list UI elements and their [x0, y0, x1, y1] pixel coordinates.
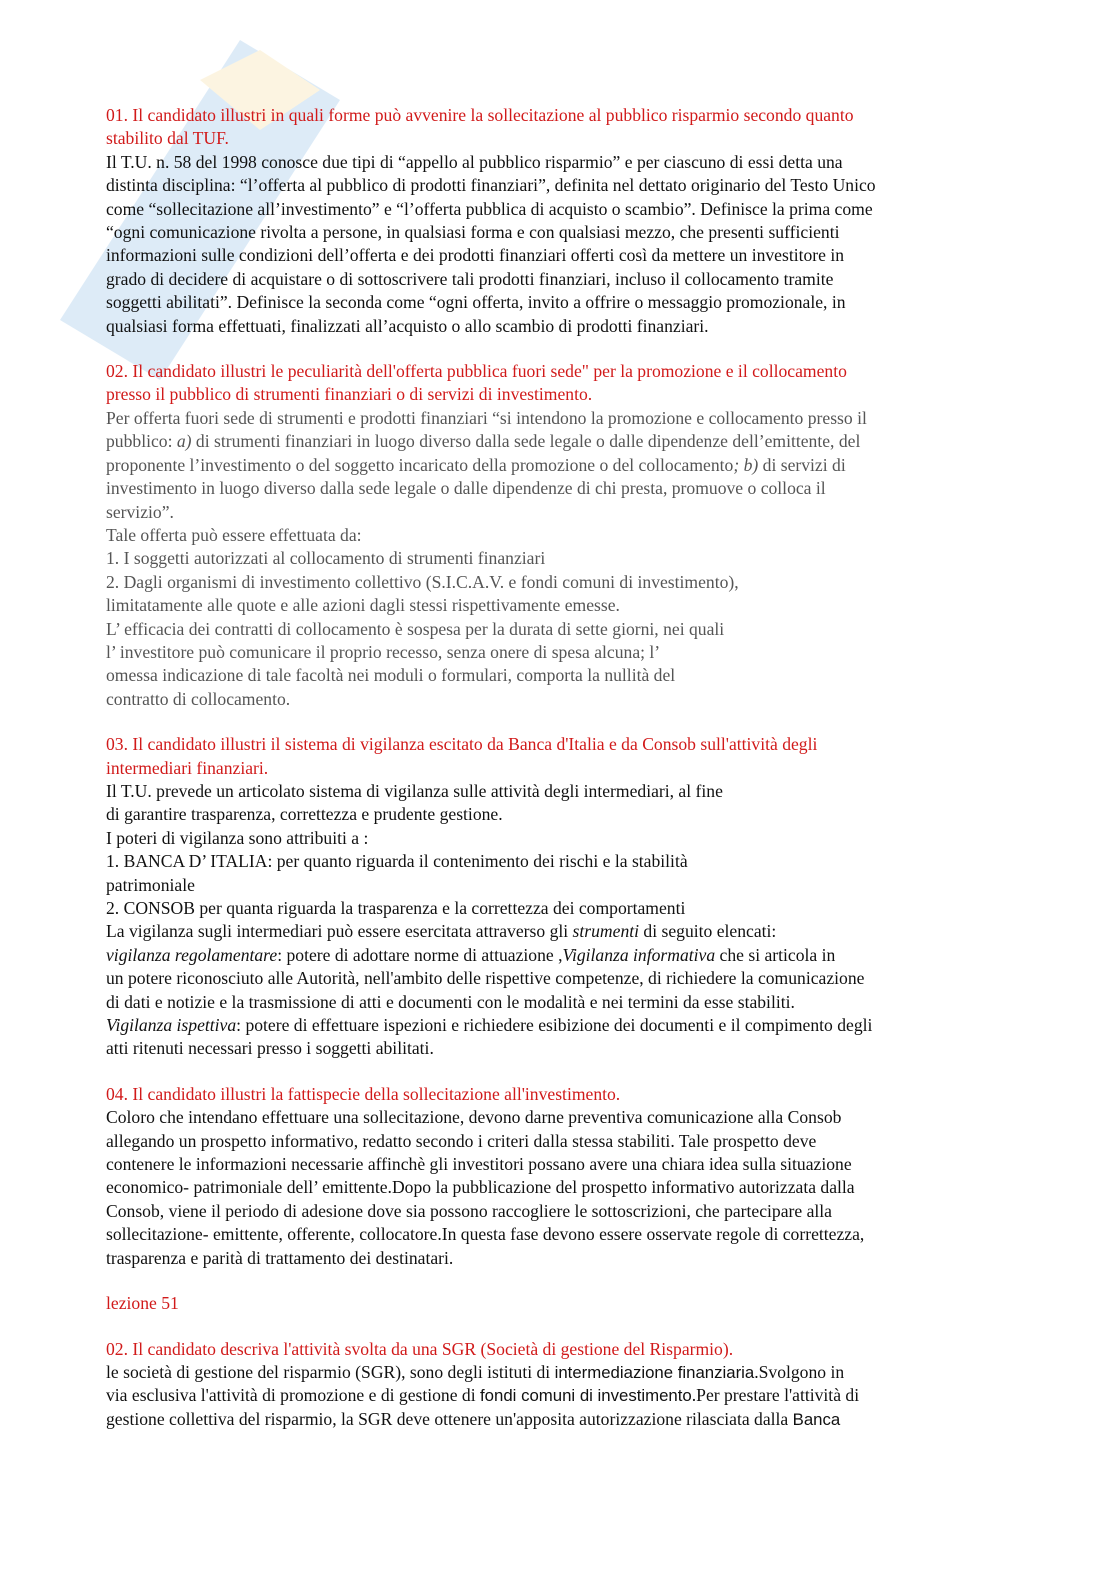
- section-sgr: [106, 1338, 1006, 1432]
- answer-line: pubblico: a) di strumenti finanziari in luogo diverso dalla sede legale o dalle dipendenze dell’emittente, del: [106, 431, 861, 452]
- answer-line: investimento in luogo diverso dalla sede legale o dalle dipendenze di chi presta, promuove o colloca il: [106, 478, 826, 499]
- question-title: 04. Il candidato illustri la fattispecie della sollecitazione all'investimento.: [106, 1083, 621, 1104]
- answer-line: L’ efficacia dei contratti di collocamento è sospesa per la durata di sette giorni, nei quali: [106, 618, 725, 639]
- answer-line: come “sollecitazione all’investimento” e “l’offerta pubblica di acquisto o scambio”. Definisce la prima come: [106, 198, 873, 219]
- answer-line: I poteri di vigilanza sono attribuiti a :: [106, 827, 369, 848]
- answer-line: di dati e notizie e la trasmissione di atti e documenti con le modalità e nei termini da esse stabiliti.: [106, 991, 795, 1012]
- answer-line: servizio”.: [106, 501, 174, 522]
- answer-line: 1. I soggetti autorizzati al collocamento di strumenti finanziari: [106, 548, 546, 569]
- answer-line: di garantire trasparenza, correttezza e prudente gestione.: [106, 804, 503, 825]
- answer-line: trasparenza e parità di trattamento dei destinatari.: [106, 1247, 454, 1268]
- answer-line: contenere le informazioni necessarie affinchè gli investitori possano avere una chiara idea sulla situazione: [106, 1154, 852, 1175]
- answer-line: Tale offerta può essere effettuata da:: [106, 524, 362, 545]
- question-title: 02. Il candidato illustri le peculiarità dell'offerta pubblica fuori sede" per la promozione e il collocamento: [106, 361, 847, 382]
- answer-line: allegando un prospetto informativo, redatto secondo i criteri dalla stessa stabiliti. Tale prospetto deve: [106, 1130, 817, 1151]
- answer-line: Per offerta fuori sede di strumenti e prodotti finanziari “si intendono la promozione e collocamento presso il: [106, 407, 867, 428]
- answer-line: via esclusiva l'attività di promozione e di gestione di fondi comuni di investimento.Per prestare l'attività di: [106, 1385, 860, 1406]
- lesson-heading-block: [106, 1292, 1006, 1315]
- answer-line: atti ritenuti necessari presso i soggetti abilitati.: [106, 1038, 434, 1059]
- question-title: presso il pubblico di strumenti finanziari o di servizi di investimento.: [106, 384, 593, 405]
- answer-line: informazioni sulle condizioni dell’offerta e dei prodotti finanziari offerti così da mettere un investitore in: [106, 245, 845, 266]
- answer-line: 2. CONSOB per quanta riguarda la trasparenza e la correttezza dei comportamenti: [106, 898, 686, 918]
- answer-line: l’ investitore può comunicare il proprio recesso, senza onere di spesa alcuna; l’: [106, 641, 661, 662]
- answer-line: La vigilanza sugli intermediari può essere esercitata attraverso gli strumenti di seguito elencati:: [106, 921, 777, 942]
- question-title: 01. Il candidato illustri in quali forme può avvenire la sollecitazione al pubblico risparmio secondo quanto: [106, 105, 854, 125]
- question-title: 02. Il candidato descriva l'attività svolta da una SGR (Società di gestione del Risparmio).: [106, 1338, 734, 1359]
- section-04: [106, 1083, 1006, 1270]
- document-page: [106, 104, 1006, 1453]
- answer-line: grado di decidere di acquistare o di sottoscrivere tali prodotti finanziari, incluso il collocamento tramite: [106, 268, 834, 289]
- answer-line: Vigilanza ispettiva: potere di effettuare ispezioni e richiedere esibizione dei documenti e il compimento degli: [106, 1015, 873, 1036]
- answer-line: 2. Dagli organismi di investimento collettivo (S.I.C.A.V. e fondi comuni di investimento),: [106, 571, 739, 592]
- answer-line: limitatamente alle quote e alle azioni dagli stessi rispettivamente emesse.: [106, 595, 620, 616]
- answer-line: qualsiasi forma effettuati, finalizzati all’acquisto o allo scambio di prodotti finanziari.: [106, 315, 709, 336]
- answer-line: le società di gestione del risparmio (SGR), sono degli istituti di intermediazione finanziaria.Svolgono in: [106, 1361, 845, 1382]
- section-01: [106, 104, 1006, 338]
- question-title: stabilito dal TUF.: [106, 128, 229, 149]
- answer-line: economico- patrimoniale dell’ emittente.Dopo la pubblicazione del prospetto informativo autorizzata dalla: [106, 1177, 855, 1198]
- question-title: intermediari finanziari.: [106, 757, 269, 778]
- answer-line: Il T.U. n. 58 del 1998 conosce due tipi di “appello al pubblico risparmio” e per ciascuno di essi detta una: [106, 151, 843, 172]
- lesson-heading: lezione 51: [106, 1293, 179, 1314]
- answer-line: Il T.U. prevede un articolato sistema di vigilanza sulle attività degli intermediari, al fine: [106, 780, 723, 801]
- question-title: 03. Il candidato illustri il sistema di vigilanza escitato da Banca d'Italia e da Consob sull'attività degli: [106, 734, 818, 755]
- section-03: [106, 733, 1006, 1061]
- section-02: [106, 360, 1006, 711]
- answer-line: soggetti abilitati”. Definisce la seconda come “ogni offerta, invito a offrire o messaggio promozionale, in: [106, 292, 846, 313]
- answer-line: “ogni comunicazione rivolta a persone, in qualsiasi forma e con qualsiasi mezzo, che presenti sufficienti: [106, 222, 840, 243]
- answer-line: patrimoniale: [106, 874, 195, 895]
- answer-line: gestione collettiva del risparmio, la SGR deve ottenere un'apposita autorizzazione rilasciata dalla Banca: [106, 1408, 841, 1429]
- answer-line: 1. BANCA D’ ITALIA: per quanto riguarda il contenimento dei rischi e la stabilità: [106, 851, 688, 872]
- answer-line: distinta disciplina: “l’offerta al pubblico di prodotti finanziari”, definita nel dettato originario del Testo Unico: [106, 175, 876, 196]
- answer-line: sollecitazione- emittente, offerente, collocatore.In questa fase devono essere osservate regole di correttezza,: [106, 1224, 865, 1245]
- answer-line: omessa indicazione di tale facoltà nei moduli o formulari, comporta la nullità del: [106, 665, 676, 686]
- answer-line: Consob, viene il periodo di adesione dove sia possono raccogliere le sottoscrizioni, che partecipare alla: [106, 1200, 832, 1221]
- answer-line: Coloro che intendano effettuare una sollecitazione, devono darne preventiva comunicazione alla Consob: [106, 1107, 842, 1128]
- answer-line: vigilanza regolamentare: potere di adottare norme di attuazione ,Vigilanza informativa che si articola in: [106, 944, 836, 965]
- answer-line: proponente l’investimento o del soggetto incaricato della promozione o del collocamento; b) di servizi di: [106, 454, 846, 475]
- answer-line: un potere riconosciuto alle Autorità, nell'ambito delle rispettive competenze, di richiedere la comunicazione: [106, 968, 865, 989]
- answer-line: contratto di collocamento.: [106, 688, 291, 709]
